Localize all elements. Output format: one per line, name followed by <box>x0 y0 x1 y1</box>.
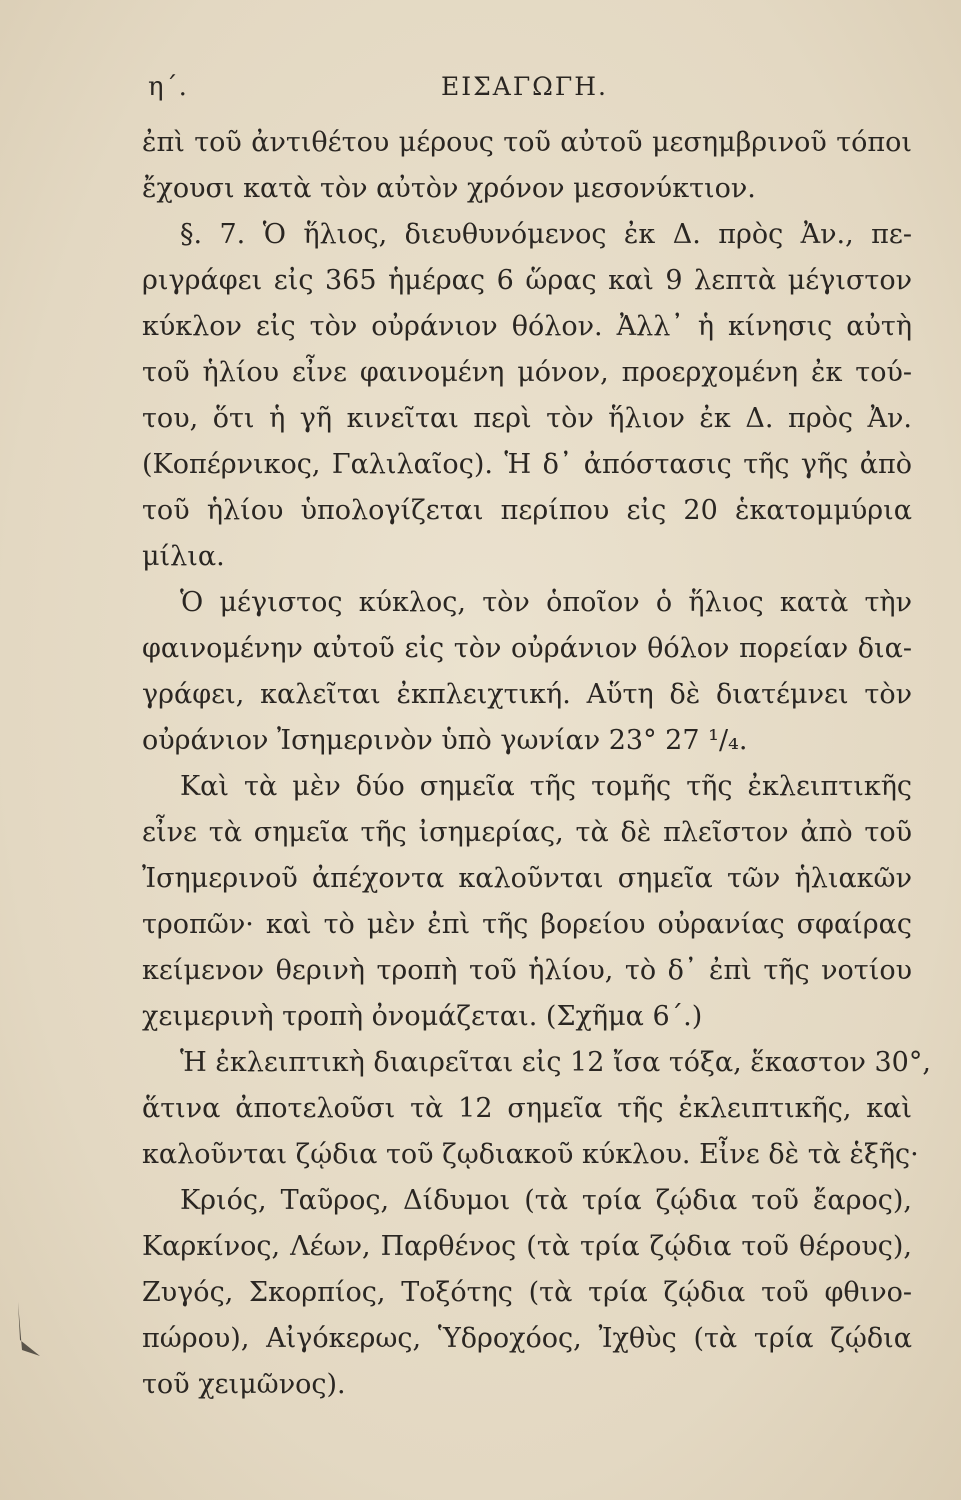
running-title: ΕΙΣΑΓΩΓΗ. <box>440 72 609 101</box>
text-line: οὐράνιον Ἰσημερινὸν ὑπὸ γωνίαν 23° 27 ¹/₄. <box>142 725 748 756</box>
margin-ink-mark <box>14 1300 44 1360</box>
text-line: ριγράφει εἰς 365 ἡμέρας 6 ὥρας καὶ 9 λεπτὰ μέγιστον <box>142 265 912 296</box>
text-line: (Κοπέρνικος, Γαλιλαῖος). Ἡ δ᾽ ἀπόστασις τῆς γῆς ἀπὸ <box>142 449 912 480</box>
text-line: Ὁ μέγιστος κύκλος, τὸν ὁποῖον ὁ ἥλιος κατὰ τὴν <box>180 587 912 618</box>
page-number: η΄. <box>148 72 188 102</box>
text-line: εἶνε τὰ σημεῖα τῆς ἰσημερίας, τὰ δὲ πλεῖστον ἀπὸ τοῦ <box>142 817 912 848</box>
text-line: καλοῦνται ζῴδια τοῦ ζῳδιακοῦ κύκλου. Εἶνε δὲ τὰ ἑξῆς· <box>142 1139 919 1170</box>
text-line: Καὶ τὰ μὲν δύο σημεῖα τῆς τομῆς τῆς ἐκλειπτικῆς <box>180 771 912 802</box>
page-header <box>148 72 901 112</box>
text-line: φαινομένην αὐτοῦ εἰς τὸν οὐράνιον θόλον πορείαν δια- <box>142 633 912 664</box>
text-line: ἔχουσι κατὰ τὸν αὐτὸν χρόνον μεσονύκτιον. <box>142 173 756 204</box>
text-line: του, ὅτι ἡ γῆ κινεῖται περὶ τὸν ἥλιον ἐκ Δ. πρὸς Ἀν. <box>142 403 912 434</box>
text-line: τοῦ χειμῶνος). <box>142 1369 346 1400</box>
text-line: κύκλον εἰς τὸν οὐράνιον θόλον. Ἀλλ᾽ ἡ κίνησις αὐτὴ <box>142 311 912 342</box>
text-line: Ζυγός, Σκορπίος, Τοξότης (τὰ τρία ζῴδια τοῦ φθινο- <box>142 1277 912 1308</box>
text-line: ἅτινα ἀποτελοῦσι τὰ 12 σημεῖα τῆς ἐκλειπτικῆς, καὶ <box>142 1093 912 1124</box>
text-line: χειμερινὴ τροπὴ ὀνομάζεται. (Σχῆμα 6΄.) <box>142 1001 703 1032</box>
text-line: κείμενον θερινὴ τροπὴ τοῦ ἡλίου, τὸ δ᾽ ἐπὶ τῆς νοτίου <box>142 955 912 986</box>
text-line: §. 7. Ὁ ἥλιος, διευθυνόμενος ἐκ Δ. πρὸς Ἀν., πε- <box>180 219 912 250</box>
text-line: ἐπὶ τοῦ ἀντιθέτου μέρους τοῦ αὐτοῦ μεσημβρινοῦ τόποι <box>142 127 912 158</box>
text-line: Ἰσημερινοῦ ἀπέχοντα καλοῦνται σημεῖα τῶν ἡλιακῶν <box>142 863 912 894</box>
text-line: τροπῶν· καὶ τὸ μὲν ἐπὶ τῆς βορείου οὐρανίας σφαίρας <box>142 909 912 940</box>
text-line: Καρκίνος, Λέων, Παρθένος (τὰ τρία ζῴδια τοῦ θέρους), <box>142 1231 912 1262</box>
text-line: μίλια. <box>142 541 225 572</box>
text-line: πώρου), Αἰγόκερως, Ὑδροχόος, Ἰχθὺς (τὰ τρία ζῴδια <box>142 1323 912 1354</box>
text-line: Κριός, Ταῦρος, Δίδυμοι (τὰ τρία ζῴδια τοῦ ἔαρος), <box>180 1185 912 1216</box>
text-line: τοῦ ἡλίου εἶνε φαινομένη μόνον, προερχομένη ἐκ τού- <box>142 357 912 388</box>
text-line: γράφει, καλεῖται ἐκπλειχτική. Αὕτη δὲ διατέμνει τὸν <box>142 679 912 710</box>
text-line: τοῦ ἡλίου ὑπολογίζεται περίπου εἰς 20 ἑκατομμύρια <box>142 495 912 526</box>
text-line: Ἡ ἐκλειπτικὴ διαιρεῖται εἰς 12 ἴσα τόξα, ἕκαστον 30°, <box>180 1047 931 1078</box>
